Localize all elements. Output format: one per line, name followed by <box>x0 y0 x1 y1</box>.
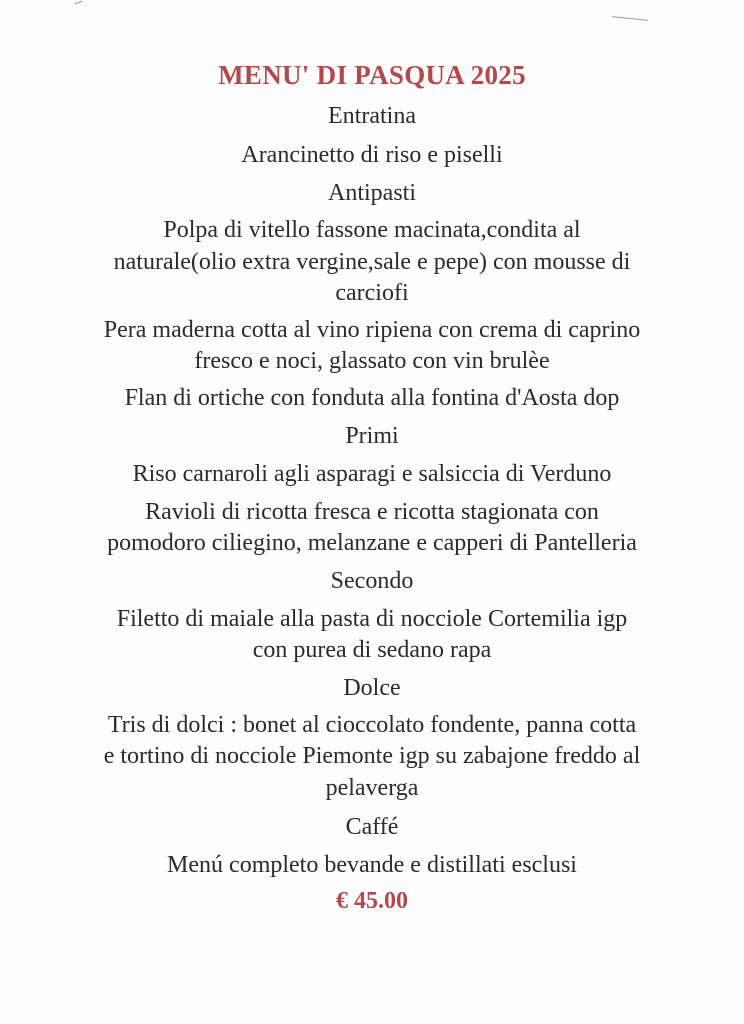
dish-tris-line-3: pelaverga <box>325 775 419 801</box>
dish-arancinetto: Arancinetto di riso e piselli <box>241 142 503 168</box>
dish-filetto-line-2: con purea di sedano rapa <box>252 637 492 663</box>
dish-tris-line-1: Tris di dolci : bonet al cioccolato fondente, panna cotta <box>107 712 637 738</box>
menu-title: MENU' DI PASQUA 2025 <box>218 60 526 90</box>
menu-price: € 45.00 <box>336 888 408 914</box>
dish-tris-line-2: e tortino di nocciole Piemonte igp su zabajone freddo al <box>103 743 641 769</box>
dish-filetto-line-1: Filetto di maiale alla pasta di nocciole Cortemilia igp <box>116 606 628 632</box>
course-heading-secondo: Secondo <box>330 568 414 594</box>
dish-ravioli-line-2: pomodoro ciliegino, melanzane e capperi di Pantelleria <box>107 530 637 556</box>
dish-polpa-line-2: naturale(olio extra vergine,sale e pepe) con mousse di <box>113 249 631 275</box>
course-heading-primi: Primi <box>345 423 399 449</box>
scan-mark <box>612 16 648 23</box>
dish-polpa-line-1: Polpa di vitello fassone macinata,condita al <box>163 217 581 243</box>
course-heading-antipasti: Antipasti <box>328 180 416 206</box>
course-heading-dolce: Dolce <box>343 675 401 701</box>
course-heading-entratina: Entratina <box>328 103 416 129</box>
dish-ravioli-line-1: Ravioli di ricotta fresca e ricotta stagionata con <box>145 499 599 525</box>
dish-riso: Riso carnaroli agli asparagi e salsiccia di Verduno <box>132 461 612 487</box>
dish-pera-line-2: fresco e noci, glassato con vin brulèe <box>194 348 550 374</box>
dish-pera-line-1: Pera maderna cotta al vino ripiena con crema di caprino <box>103 317 641 343</box>
menu-note: Menú completo bevande e distillati esclusi <box>167 852 577 878</box>
course-heading-caffe: Caffé <box>345 814 399 840</box>
dish-polpa-line-3: carciofi <box>335 280 409 306</box>
dish-flan: Flan di ortiche con fonduta alla fontina d'Aosta dop <box>124 385 620 411</box>
scan-mark <box>75 1 84 7</box>
